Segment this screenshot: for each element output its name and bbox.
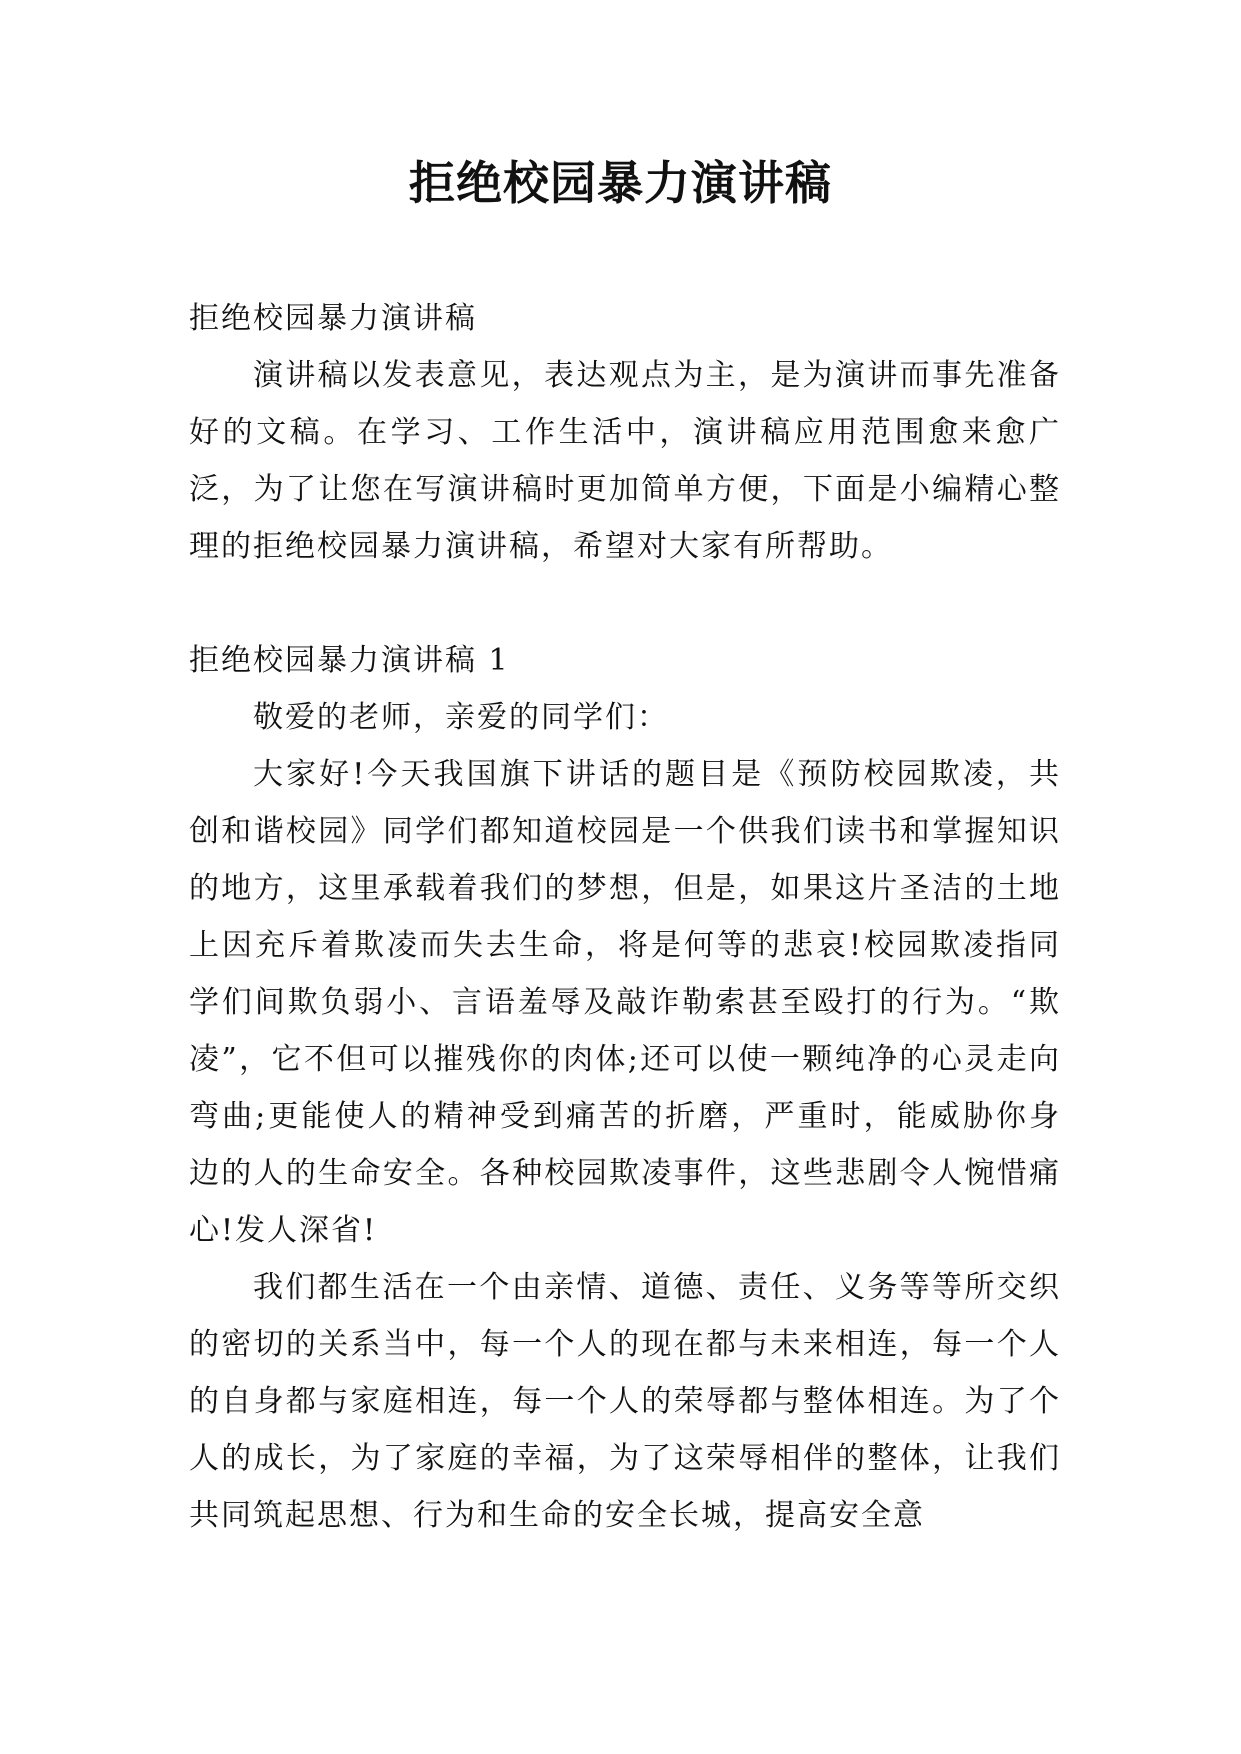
section-heading-intro: 拒绝校园暴力演讲稿 xyxy=(189,301,477,336)
speech-paragraph-2: 我们都生活在一个由亲情、道德、责任、义务等等所交织的密切的关系当中，每一个人的现在都与未来相连，每一个人的自身都与家庭相连，每一个人的荣辱都与整体相连。为了个人的成长，为了家庭的幸福，为了这荣辱相伴的整体，让我们共同筑起思想、行为和生命的安全长城，提高安全意 xyxy=(189,1270,1061,1533)
salutation-paragraph: 敬爱的老师，亲爱的同学们： xyxy=(253,700,669,735)
document-title: 拒绝校园暴力演讲稿 xyxy=(409,156,832,210)
intro-paragraph: 演讲稿以发表意见，表达观点为主，是为演讲而事先准备好的文稿。在学习、工作生活中，演讲稿应用范围愈来愈广泛，为了让您在写演讲稿时更加简单方便，下面是小编精心整理的拒绝校园暴力演讲稿，希望对大家有所帮助。 xyxy=(189,358,1061,564)
section-heading-speech-1: 拒绝校园暴力演讲稿 1 xyxy=(189,643,510,678)
speech-paragraph-1: 大家好!今天我国旗下讲话的题目是《预防校园欺凌，共创和谐校园》同学们都知道校园是一个供我们读书和掌握知识的地方，这里承载着我们的梦想，但是，如果这片圣洁的土地上因充斥着欺凌而失去生命，将是何等的悲哀!校园欺凌指同学们间欺负弱小、言语羞辱及敲诈勒索甚至殴打的行为。“欺凌”，它不但可以摧残你的肉体;还可以使一颗纯净的心灵走向弯曲;更能使人的精神受到痛苦的折磨，严重时，能威胁你身边的人的生命安全。各种校园欺凌事件，这些悲剧令人惋惜痛心!发人深省! xyxy=(189,757,1061,1248)
document-body xyxy=(189,290,1061,1544)
